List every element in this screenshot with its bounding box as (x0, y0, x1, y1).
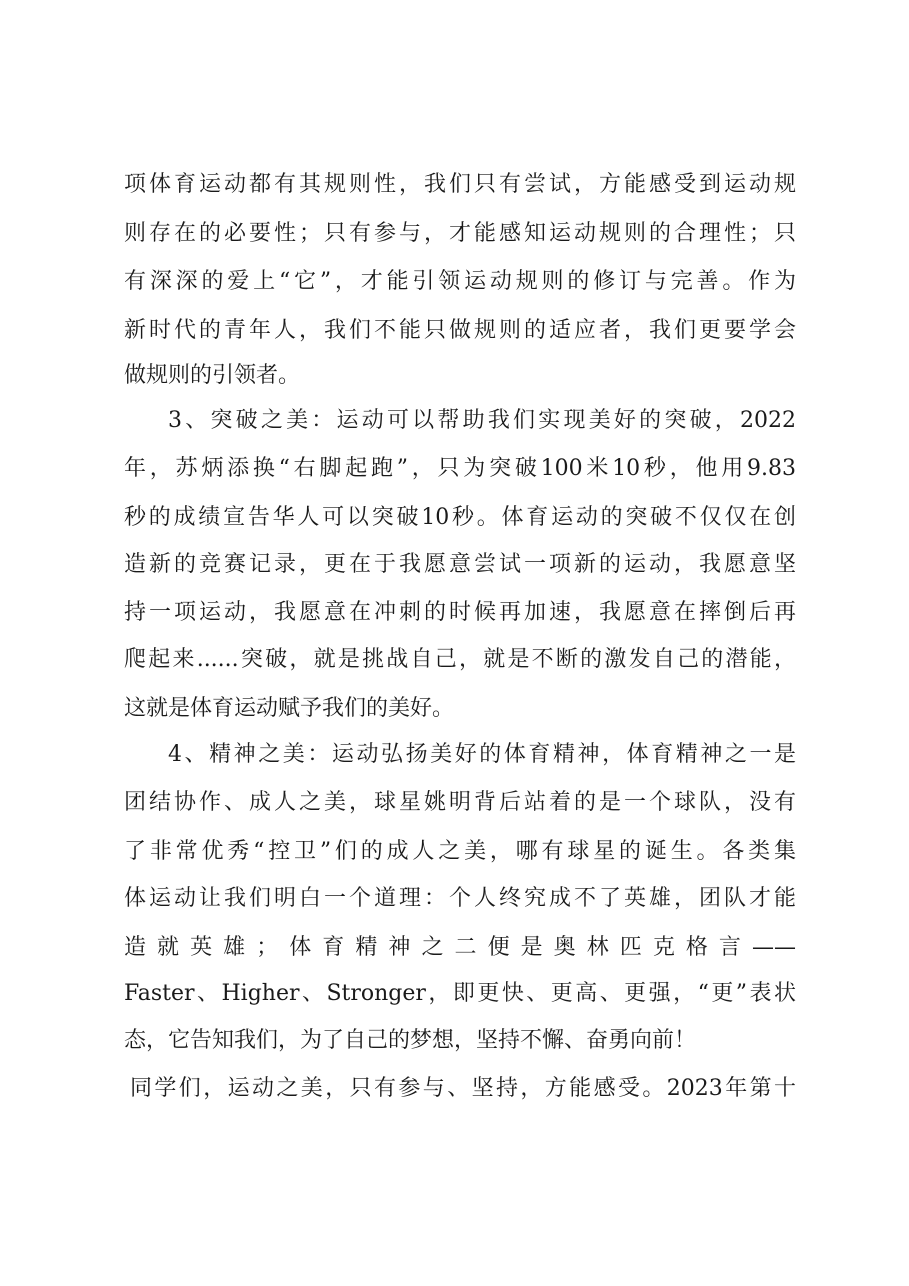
paragraph-line: 这就是体育运动赋予我们的美好。 (124, 696, 455, 721)
paragraph-line: 则存在的必要性；只有参与，才能感知运动规则的合理性；只 (124, 221, 796, 246)
paragraph-line: 秒的成绩宣告华人可以突破10秒。体育运动的突破不仅仅在创 (124, 505, 796, 530)
paragraph-line: 造新的竞赛记录，更在于我愿意尝试一项新的运动，我愿意坚 (124, 552, 796, 577)
paragraph-line: 项体育运动都有其规则性，我们只有尝试，方能感受到运动规 (124, 172, 796, 197)
paragraph-line: 爬起来......突破，就是挑战自己，就是不断的激发自己的潜能， (124, 647, 796, 672)
paragraph-line: 同学们，运动之美，只有参与、坚持，方能感受。2023年第十 (130, 1076, 796, 1101)
paragraph-line: 4、精神之美：运动弘扬美好的体育精神，体育精神之一是 (168, 742, 796, 767)
paragraph-line: 年，苏炳添换“右脚起跑”，只为突破100米10秒，他用9.83 (124, 456, 796, 481)
paragraph-line: 态，它告知我们，为了自己的梦想，坚持不懈、奋勇向前！ (124, 1028, 697, 1053)
paragraph-line: 3、突破之美：运动可以帮助我们实现美好的突破，2022 (168, 408, 796, 433)
paragraph-line: 体运动让我们明白一个道理：个人终究成不了英雄，团队才能 (124, 886, 796, 911)
paragraph-line: 造就英雄；体育精神之二便是奥林匹克格言—— (124, 935, 796, 960)
paragraph-line: 了非常优秀“控卫”们的成人之美，哪有球星的诞生。各类集 (124, 839, 796, 864)
paragraph-line: 做规则的引领者。 (124, 363, 301, 388)
paragraph-line: 有深深的爱上“它”，才能引领运动规则的修订与完善。作为 (124, 269, 796, 294)
paragraph-line: 团结协作、成人之美，球星姚明背后站着的是一个球队，没有 (124, 790, 796, 815)
paragraph-line: 持一项运动，我愿意在冲刺的时候再加速，我愿意在摔倒后再 (124, 600, 796, 625)
paragraph-line: 新时代的青年人，我们不能只做规则的适应者，我们更要学会 (124, 318, 796, 343)
paragraph-line: Faster、Higher、Stronger，即更快、更高、更强，“更”表状 (124, 981, 796, 1006)
